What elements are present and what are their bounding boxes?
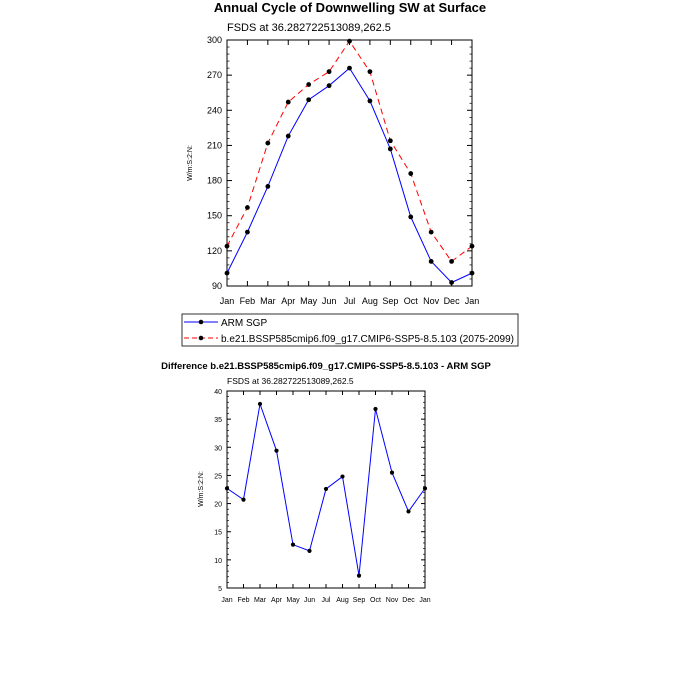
- chart1-ytick-label: 240: [206, 105, 222, 116]
- chart1-subtitle: FSDS at 36.282722513089,262.5: [227, 22, 391, 34]
- chart2-title: Difference b.e21.BSSP585cmip6.f09_g17.CMIP6-SSP5-8.5.103 - ARM SGP: [161, 361, 491, 372]
- chart2-xtick-label: Apr: [271, 597, 282, 604]
- chart1-series-1-point: [368, 69, 373, 74]
- legend-marker-arm-sgp: [199, 320, 204, 325]
- chart2-xtick-label: Jun: [303, 597, 316, 604]
- chart1-series-line-0: [227, 68, 472, 282]
- chart1-xtick-label: Mar: [260, 296, 276, 306]
- chart2-series-0-point: [225, 486, 229, 490]
- chart1-series-0-point: [265, 184, 270, 189]
- chart1-series-0-point: [368, 99, 373, 104]
- chart1-ytick-label: 150: [206, 210, 222, 221]
- chart1-xtick-label: Jan: [219, 296, 235, 306]
- chart1-series-1-point: [286, 100, 291, 105]
- chart2-series-0-point: [241, 498, 245, 502]
- chart2-series-0-point: [373, 407, 377, 411]
- chart1-series-1-point: [225, 244, 230, 249]
- chart1-series-1-point: [306, 82, 311, 87]
- chart2-ytick-label: 10: [214, 557, 222, 565]
- chart1-xtick-label: Apr: [281, 296, 296, 306]
- chart1-series-0-point: [306, 97, 311, 102]
- chart1-series-0-point: [225, 271, 230, 276]
- chart2-xtick-label: Sep: [352, 597, 366, 604]
- chart1-xtick-label: May: [300, 296, 318, 306]
- chart1-series-1-point: [265, 141, 270, 146]
- chart1-title: Annual Cycle of Downwelling SW at Surface: [213, 0, 487, 15]
- chart2-ytick-label: 30: [214, 445, 222, 453]
- chart1-ytick-label: 90: [211, 281, 222, 291]
- chart1-ytick-label: 300: [206, 35, 222, 45]
- chart1-xtick-label: Nov: [423, 296, 440, 306]
- chart2-xtick-label: Jan: [221, 597, 233, 604]
- chart2-xtick-label: Feb: [237, 597, 250, 604]
- chart2-ytick-label: 35: [214, 417, 222, 425]
- chart2-series-0-point: [340, 474, 344, 478]
- chart2-xtick-label: Mar: [253, 597, 267, 604]
- chart1-ytick-label: 180: [206, 175, 222, 186]
- chart1-ytick-label: 270: [206, 70, 222, 81]
- legend-label-arm-sgp: ARM SGP: [221, 318, 268, 329]
- chart1-series-0-point: [347, 66, 352, 71]
- chart1-series-0-point: [245, 230, 250, 235]
- chart1-xtick-label: Oct: [403, 296, 418, 306]
- chart2-y-axis-label: W/m:S:2:N:: [198, 471, 205, 507]
- chart1-series-0-point: [327, 83, 332, 88]
- chart1-series-1-point: [449, 259, 454, 264]
- chart1-series-0-point: [429, 259, 434, 264]
- chart1-series-1-point: [327, 69, 332, 74]
- chart1-series-1-point: [429, 230, 434, 235]
- chart1-series-0-point: [286, 134, 291, 139]
- chart2-ytick-label: 25: [214, 473, 222, 481]
- chart2-series-0-point: [406, 509, 410, 513]
- chart2-ytick-label: 20: [214, 501, 222, 509]
- chart2-ytick-label: 5: [218, 586, 222, 593]
- chart1-y-axis-label: W/m:S:2:N:: [187, 145, 194, 181]
- chart1-legend: [182, 314, 518, 346]
- chart1-series-1-point: [347, 39, 352, 44]
- legend-marker-model: [199, 336, 204, 341]
- chart1-ytick-label: 120: [206, 245, 222, 256]
- chart1-xtick-label: Jun: [321, 296, 337, 306]
- chart1-xtick-label: Sep: [382, 296, 399, 306]
- chart2-xtick-label: Jan: [419, 597, 431, 604]
- chart2-xtick-label: Jul: [321, 597, 331, 604]
- chart1-xtick-label: Jul: [343, 296, 356, 306]
- chart1-series-0-point: [408, 214, 413, 219]
- chart1-series-1-point: [408, 171, 413, 176]
- chart2-series-0-point: [291, 543, 295, 547]
- chart2-xtick-label: May: [286, 597, 300, 604]
- chart1-series-0-point: [470, 271, 475, 276]
- chart1-xtick-label: Aug: [361, 296, 378, 306]
- chart1-series-line-1: [227, 41, 472, 261]
- chart1-xtick-label: Feb: [239, 296, 256, 306]
- chart2-series-0-point: [258, 402, 262, 406]
- legend-label-model: b.e21.BSSP585cmip6.f09_g17.CMIP6-SSP5-8.5.103 (2075-2099): [221, 334, 514, 345]
- chart2-xtick-label: Aug: [336, 597, 349, 604]
- chart1-plot-frame: [227, 40, 472, 286]
- chart2-subtitle: FSDS at 36.282722513089,262.5: [227, 376, 354, 386]
- chart2-series-0-point: [324, 487, 328, 491]
- chart1-xtick-label: Jan: [464, 296, 480, 306]
- chart2-series-0-point: [274, 449, 278, 453]
- chart2-xtick-label: Nov: [385, 597, 399, 604]
- chart1-ytick-label: 210: [206, 140, 222, 151]
- chart2-ytick-label: 15: [214, 529, 222, 537]
- chart2-series-0-point: [357, 574, 361, 578]
- chart1-series-1-point: [470, 244, 475, 249]
- chart1-series-0-point: [388, 147, 393, 152]
- chart1-series-1-point: [388, 138, 393, 143]
- chart2-series-0-point: [423, 486, 427, 490]
- chart2-xtick-label: Oct: [370, 597, 381, 604]
- chart2-ytick-label: 40: [214, 389, 222, 396]
- chart2-series-0-point: [390, 471, 394, 475]
- chart2-xtick-label: Dec: [402, 597, 415, 604]
- chart1-xtick-label: Dec: [443, 296, 460, 306]
- chart1-series-0-point: [449, 280, 454, 285]
- chart1-series-1-point: [245, 205, 250, 210]
- chart2-series-0-point: [307, 549, 311, 553]
